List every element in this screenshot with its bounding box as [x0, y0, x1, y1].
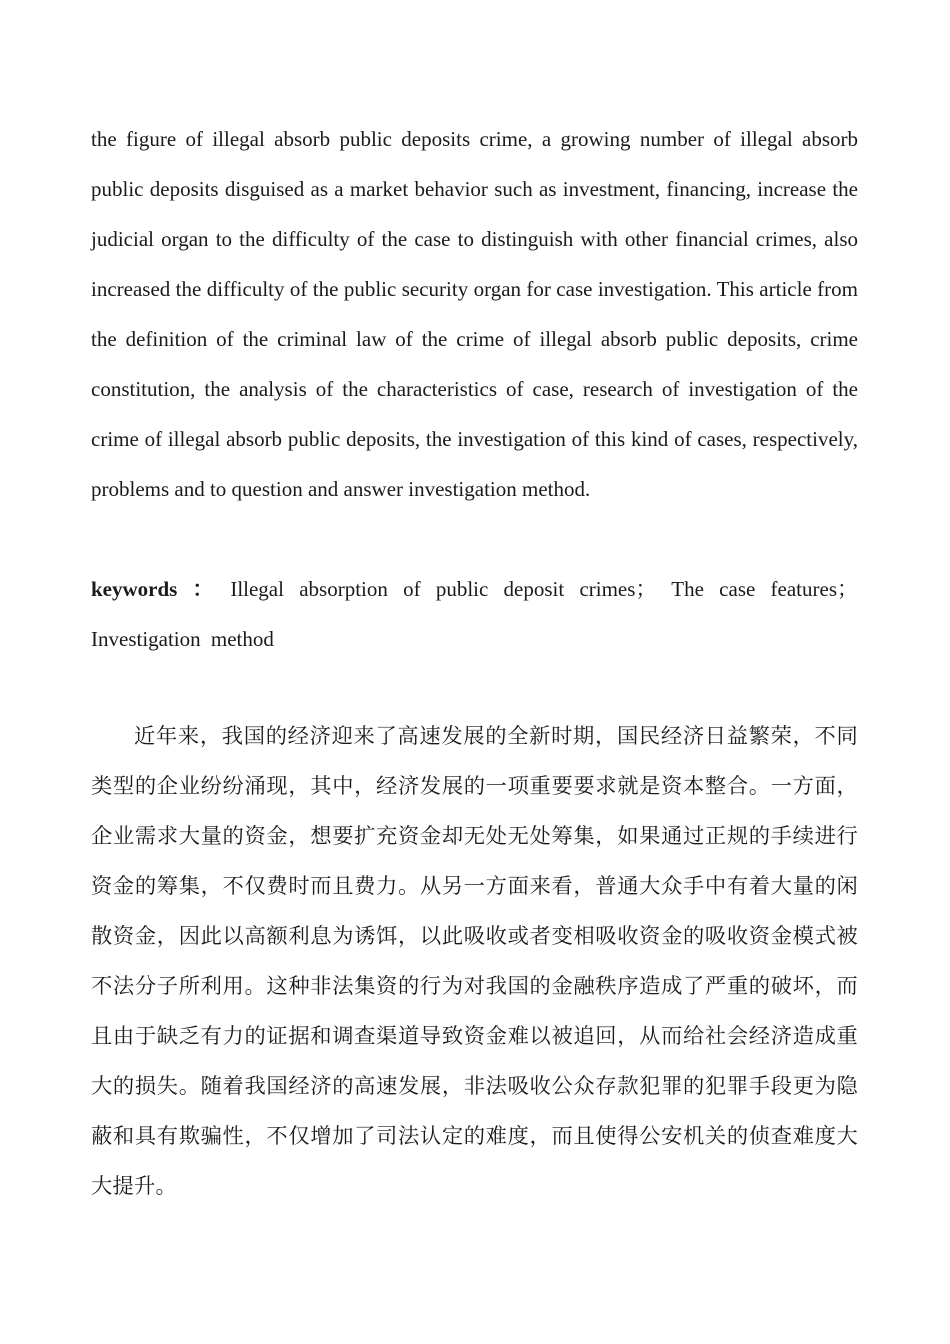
- keywords-colon: ：: [187, 577, 219, 601]
- keyword-separator: ；: [837, 577, 859, 601]
- keyword-item: The case features: [671, 577, 838, 601]
- keywords-line: [91, 564, 858, 664]
- keyword-item: Investigation method: [91, 627, 274, 651]
- keyword-separator: ；: [635, 577, 657, 601]
- english-abstract-paragraph: the figure of illegal absorb public deposits crime, a growing number of illegal absorb public deposits disguised as a market behavior such as investment, financing, increase the judicial organ to the difficulty of the case to distinguish with other financial crimes, also increased the difficulty of the public security organ for case investigation. This article from the definition of the criminal law of the crime of illegal absorb public deposits, crime constitution, the analysis of the characteristics of case, research of investigation of the crime of illegal absorb public deposits, the investigation of this kind of cases, respectively, problems and to question and answer investigation method.: [91, 127, 858, 501]
- keywords-label: keywords: [91, 577, 178, 601]
- keyword-item: Illegal absorption of public deposit crimes: [230, 577, 636, 601]
- chinese-body-paragraph: 近年来，我国的经济迎来了高速发展的全新时期，国民经济日益繁荣，不同类型的企业纷纷涌现，其中，经济发展的一项重要要求就是资本整合。一方面，企业需求大量的资金，想要扩充资金却无处无处筹集，如果通过正规的手续进行资金的筹集，不仅费时而且费力。从另一方面来看，普通大众手中有着大量的闲散资金，因此以高额利息为诱饵，以此吸收或者变相吸收资金的吸收资金模式被不法分子所利用。这种非法集资的行为对我国的金融秩序造成了严重的破坏，而且由于缺乏有力的证据和调查渠道导致资金难以被追回，从而给社会经济造成重大的损失。随着我国经济的高速发展，非法吸收公众存款犯罪的犯罪手段更为隐蔽和具有欺骗性，不仅增加了司法认定的难度，而且使得公安机关的侦查难度大大提升。: [91, 724, 858, 1199]
